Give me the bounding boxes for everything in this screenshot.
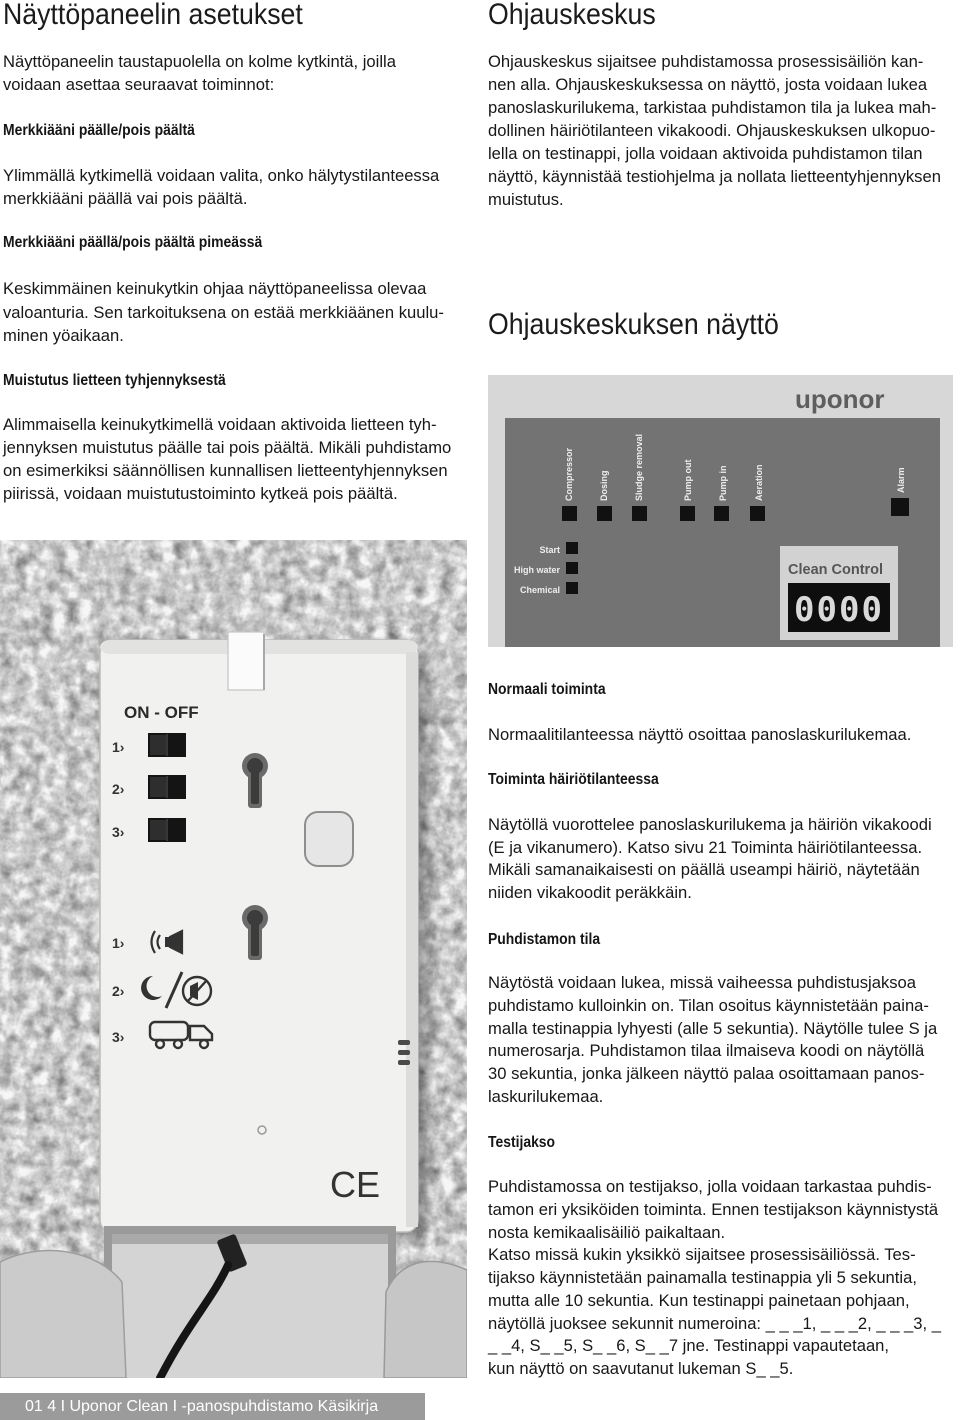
status-label-high-water: High water <box>513 565 560 575</box>
right-hand <box>384 1261 467 1378</box>
indicator-label-alarm: Alarm <box>896 467 906 493</box>
led-high-water <box>566 562 578 574</box>
section-heading-beep: Merkkiääni päälle/pois päältä <box>3 122 195 139</box>
led-alarm <box>891 498 909 516</box>
function-row-label: 3› <box>112 1029 125 1045</box>
device-side-shade <box>406 652 418 1227</box>
function-row-label: 2› <box>112 983 125 999</box>
ce-mark: CE <box>330 1164 381 1205</box>
mounting-slot <box>305 812 353 866</box>
indicator-label-sludge-removal: Sludge removal <box>634 433 644 501</box>
led-pump-in <box>714 506 729 521</box>
switch-row-label: 1› <box>112 739 125 755</box>
indicator-label-pump-in: Pump in <box>718 465 728 501</box>
control-panel-image <box>488 375 953 647</box>
left-hand <box>0 1251 126 1378</box>
led-chemical <box>566 582 578 594</box>
indicator-label-aeration: Aeration <box>754 464 764 501</box>
section-heading-sludge-reminder: Muistutus lietteen tyhjennyksestä <box>3 372 226 389</box>
section-text-normal-operation: Normaalitilanteessa näyttö osoittaa panoslaskurilukemaa. <box>488 725 912 744</box>
section-heading-beep-dark: Merkkiääni päällä/pois päältä pimeässä <box>3 234 263 251</box>
indicator-label-compressor: Compressor <box>564 447 574 501</box>
section-text-sludge-reminder: Alimmaisella keinukytkimellä voidaan aktivoida lietteen tyh- jennyksen muistutus päälle tai pois päältä. Mikäli puhdistamo on esimerkiksi säännöllisen kunnallisen lietteentyhjennyksen piirissä, voidaan muistutustoiminto kytkeä pois päältä. <box>3 415 452 503</box>
page-footer <box>0 1393 425 1420</box>
led-compressor <box>562 506 577 521</box>
indicator-label-pump-out: Pump out <box>683 459 693 501</box>
function-row-label: 1› <box>112 935 125 951</box>
intro-paragraph: Näyttöpaneelin taustapuolella on kolme kytkintä, joilla voidaan asettaa seuraavat toiminnot: <box>3 52 396 94</box>
section-text-fault-operation: Näytöllä vuorottelee panoslaskurilukema ja häiriön vikakoodi (E ja vikanumero). Katso sivu 21 Toiminta häiriötilanteessa. Mikäli samanaikaisesti on päällä useampi häiriö, näytetään niiden vikakoodit peräkkäin. <box>488 815 932 903</box>
section-text-beep: Ylimmällä kytkimellä voidaan valita, onko hälytystilanteessa merkkiääni päällä vai pois päältä. <box>3 166 440 208</box>
control-unit-paragraph: Ohjauskeskus sijaitsee puhdistamossa prosessisäiliön kan- nen alla. Ohjauskeskuksessa on näyttö, josta voidaan lukea panoslaskurilukema, tarkistaa puhdistamon tila ja lukea mah- dollinen häiriötilanteen vikakoodi. Ohjauskeskuksen ulkopuo- lella on testinappi, jolla voidaan aktivoida puhdistamon tilan näyttö, käynnistää testiohjelma ja nollata lietteentyhjennyksen muistutus. <box>488 52 941 209</box>
page-title-display-panel-settings: Näyttöpaneelin asetukset <box>3 0 303 31</box>
led-aeration <box>750 506 765 521</box>
led-sludge-removal <box>632 506 647 521</box>
display-panel-photo <box>0 540 467 1378</box>
switch-row-label: 2› <box>112 781 125 797</box>
display-value: 0000 <box>794 590 884 630</box>
clean-control-label: Clean Control <box>788 562 884 578</box>
rocker-switch-1 <box>148 733 186 757</box>
led-pump-out <box>680 506 695 521</box>
switch-row-label: 3› <box>112 824 125 840</box>
section-heading-normal-operation: Normaali toiminta <box>488 681 606 698</box>
uponor-logo: uponor <box>795 384 885 414</box>
status-label-start: Start <box>539 545 560 555</box>
tray-interior <box>112 1234 388 1378</box>
led-dosing <box>597 506 612 521</box>
section-title-control-display: Ohjauskeskuksen näyttö <box>488 308 779 341</box>
led-start <box>566 542 578 554</box>
section-text-plant-status: Näytöstä voidaan lukea, missä vaiheessa puhdistusjaksoa puhdistamo kulloinkin on. Tilan osoitus käynnistetään paina- malla testinappia lyhyesti (alle 5 sekuntia). Näytölle tulee S ja numerosarja. Puhdistamon tilaa ilmaiseva koodi on näytöllä 30 sekuntia, jonka jälkeen näyttö palaa osoittamaan panos- laskurilukemaa. <box>488 973 938 1106</box>
tray-shadow <box>112 1234 388 1244</box>
footer-text: 01 4 I Uponor Clean I -panospuhdistamo Käsikirja <box>25 1398 379 1415</box>
rocker-switch-2 <box>148 775 186 799</box>
section-title-control-unit: Ohjauskeskus <box>488 0 656 31</box>
vent-slots <box>398 1040 410 1065</box>
status-label-chemical: Chemical <box>519 585 560 595</box>
section-heading-fault-operation: Toiminta häiriötilanteessa <box>488 771 659 788</box>
indicator-label-dosing: Dosing <box>599 470 609 501</box>
on-off-label: ON - OFF <box>124 703 199 722</box>
section-heading-test-cycle: Testijakso <box>488 1134 556 1151</box>
device-top-tab <box>228 632 264 690</box>
section-text-test-cycle: Puhdistamossa on testijakso, jolla voidaan tarkastaa puhdis- tamon eri yksiköiden toiminta. Ennen testijakson käynnistystä nosta kemikaalisäiliö paikaltaan. Katso missä kukin yksikkö sijaitsee prosessisäiliössä. Tes- tijakso käynnistetään painamalla testinappia yli 5 sekuntia, mutta alle 10 sekuntia. Kun testinappi painetaan pohjaan, näytöllä juoksee sekunnit numeroina: _ _ _1, _ _ _2, _ _ _3, _ _ _4, S_ _5, S_ _6, S_ _7 jne. Testinappi vapautetaan, kun näyttö on saavutanut lukeman S_ _5. <box>488 1177 941 1378</box>
section-text-beep-dark: Keskimmäinen keinukytkin ohjaa näyttöpaneelissa olevaa valoanturia. Sen tarkoituksena on estää merkkiäänen kuulu- minen yöaikaan. <box>3 279 444 345</box>
rocker-switch-3 <box>148 818 186 842</box>
section-heading-plant-status: Puhdistamon tila <box>488 931 601 948</box>
